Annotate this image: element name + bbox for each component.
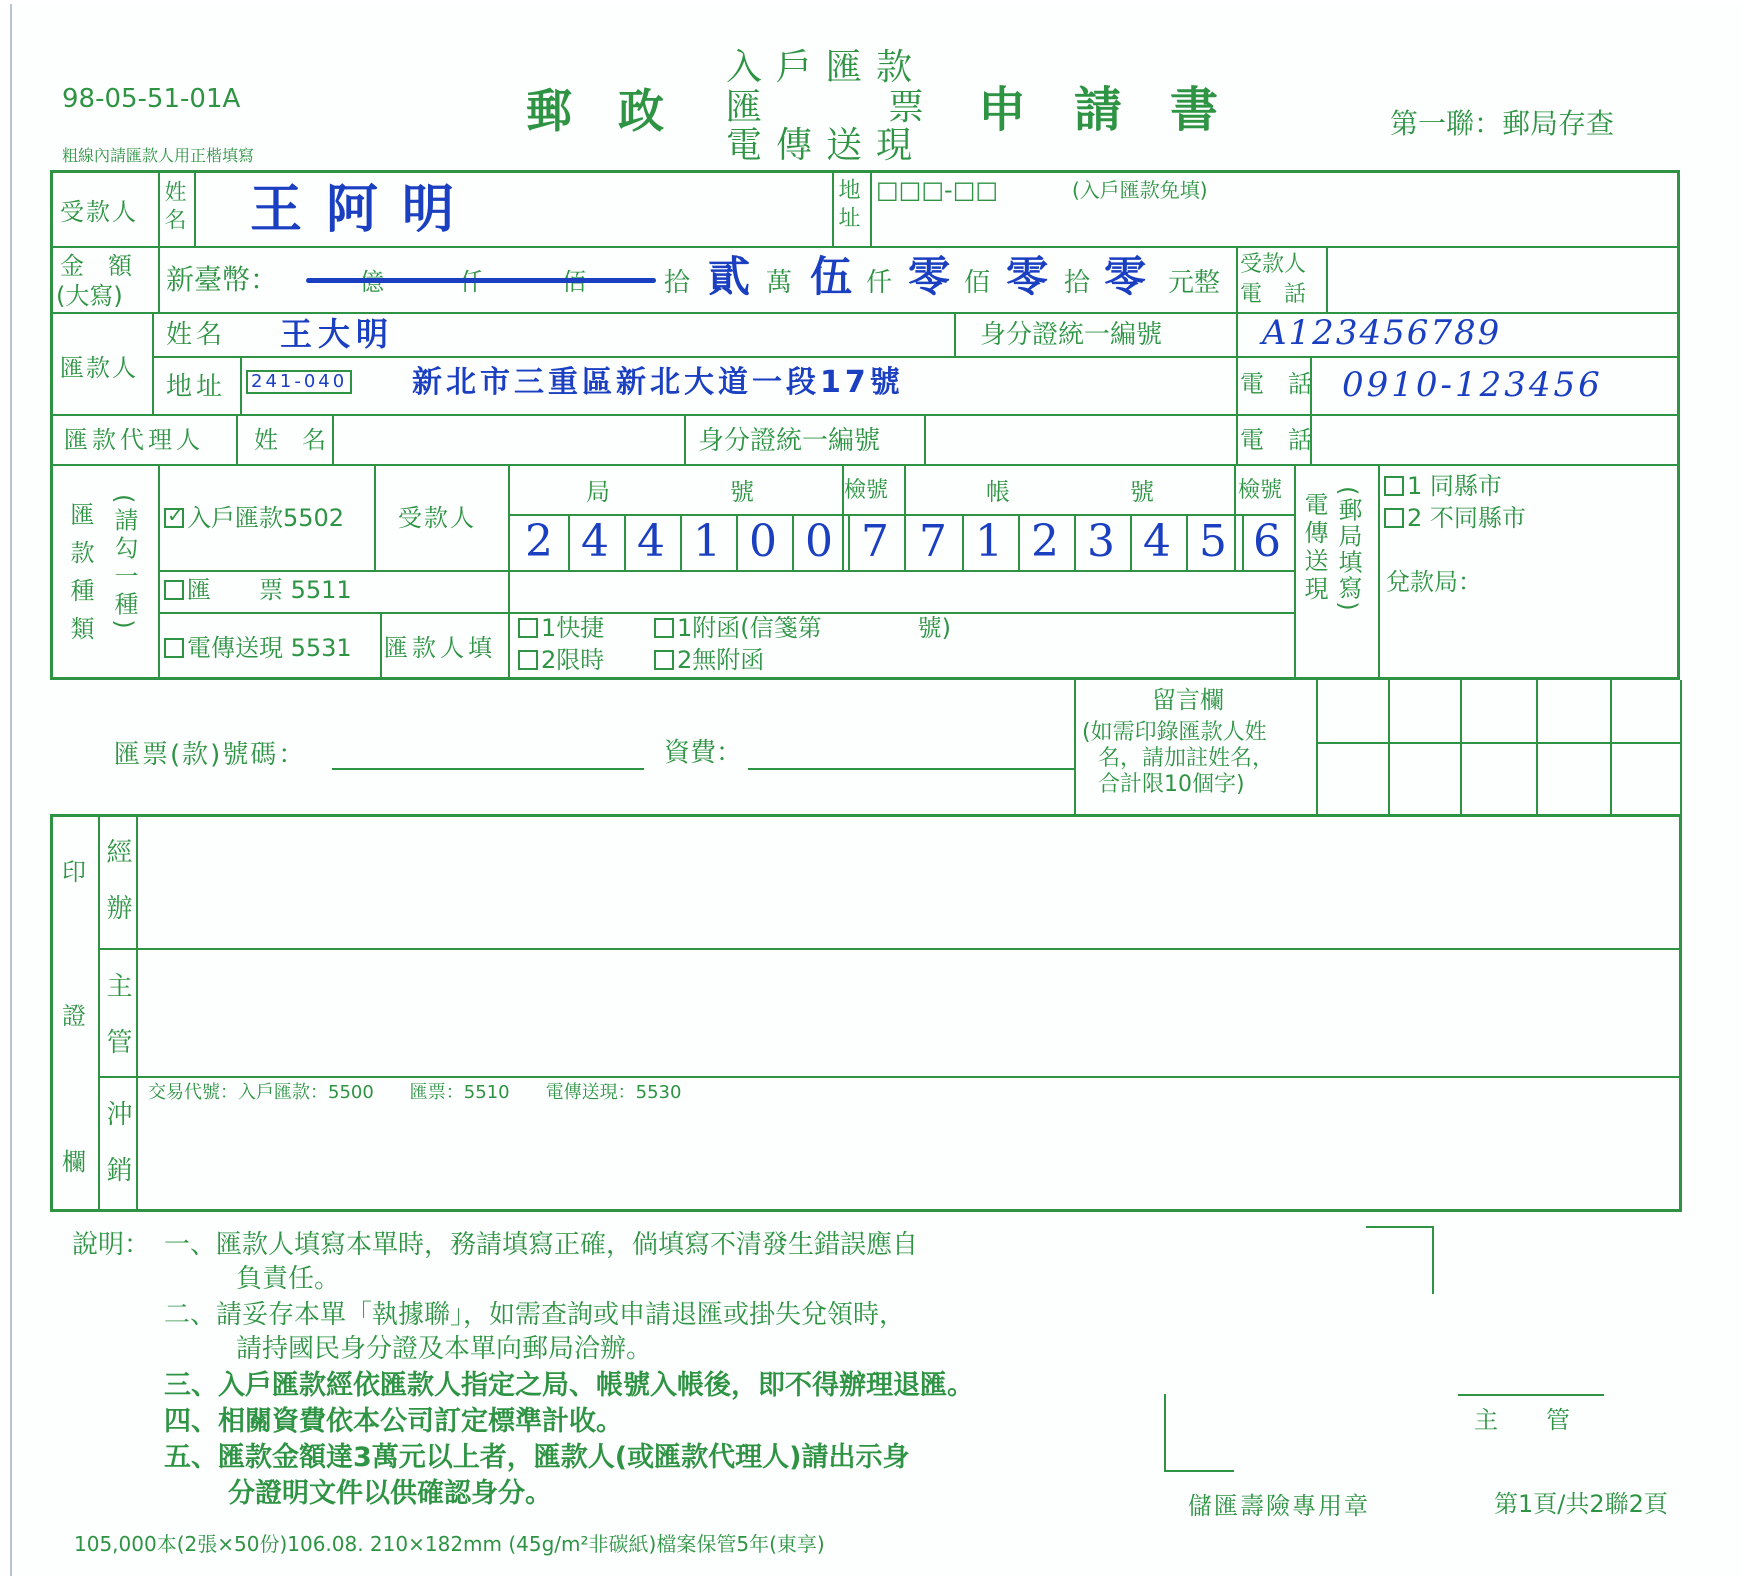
supervisor-sign-line[interactable] — [1458, 1394, 1604, 1396]
agent-label: 匯款代理人 — [64, 426, 204, 454]
remit-type-hint: (請勾一種) — [110, 494, 138, 633]
note-5a: 五、匯款金額達3萬元以上者，匯款人(或匯款代理人)請出示身 — [164, 1442, 910, 1473]
unit-qian: 仟 — [866, 268, 893, 298]
amount-qian-value[interactable]: 伍 — [810, 252, 853, 301]
page-info: 第1頁/共2聯2頁 — [1494, 1490, 1668, 1518]
option-no-letter[interactable]: 2無附函 — [654, 648, 764, 672]
option-cash[interactable]: 電傳送現 5531 — [164, 636, 352, 660]
checkbox[interactable] — [654, 650, 674, 670]
supervisor-label: 主管 — [102, 972, 132, 1084]
check-digit-label-2: 檢號 — [1238, 478, 1283, 503]
account-digit[interactable]: 2 — [525, 516, 553, 567]
account-digit[interactable]: 0 — [749, 516, 777, 567]
option-draft[interactable]: 匯 票 5511 — [164, 578, 352, 602]
unit-shi-wan: 拾 — [664, 268, 691, 298]
account-digit[interactable]: 2 — [1031, 516, 1059, 567]
payee-phone-label-2: 電 話 — [1240, 282, 1307, 307]
account-digit[interactable]: 4 — [637, 516, 665, 567]
remitter-phone-label: 電 話 — [1240, 370, 1312, 398]
title-left: 郵 政 — [526, 84, 664, 138]
amount-shi-value[interactable]: 零 — [1006, 252, 1049, 301]
remitter-phone-value[interactable]: 0910-123456 — [1342, 365, 1603, 405]
checkbox[interactable] — [1384, 476, 1404, 496]
seal-box — [50, 814, 1682, 1212]
fee-line[interactable] — [748, 768, 1074, 770]
unit-wan: 萬 — [766, 268, 793, 298]
account-digit[interactable]: 3 — [1087, 516, 1115, 567]
note-2b: 請持國民身分證及本單向郵局洽辦。 — [236, 1334, 653, 1364]
payee-name-label: 姓名 — [161, 180, 186, 236]
payee-address-note: (入戶匯款免填) — [1072, 178, 1208, 202]
remitter-id-value[interactable]: A123456789 — [1262, 313, 1502, 353]
title-stack-1: 入戶匯款 — [726, 47, 927, 88]
option-with-letter[interactable]: 1附函(信箋第 號) — [654, 616, 951, 640]
cash-label: 電傳送現 — [1300, 492, 1328, 604]
payee-address-label: 地址 — [835, 178, 860, 234]
title-stack-2b: 票 — [888, 87, 925, 128]
option-same-county[interactable]: 1 同縣市 — [1384, 474, 1502, 498]
copy-label: 第一聯：郵局存查 — [1390, 107, 1615, 140]
reversal-label: 沖銷 — [102, 1100, 132, 1212]
remitter-name-label: 姓名 — [166, 320, 227, 350]
remitter-postal-code[interactable]: 241-040 — [246, 370, 352, 394]
print-info: 105,000本(2張×50份)106.08. 210×182mm (45g/m²非碳紙)檔案保管5年(東享) — [74, 1532, 825, 1556]
message-note-1: (如需印錄匯款人姓 — [1082, 720, 1267, 745]
payee-postal-boxes[interactable]: □□□-□□ — [876, 176, 999, 204]
unit-yuan: 元整 — [1168, 268, 1221, 298]
account-number-label: 帳 號 — [986, 478, 1154, 506]
account-digit[interactable]: 1 — [693, 516, 721, 567]
handler-label: 經辦 — [102, 838, 132, 950]
agent-id-label: 身分證統一編號 — [698, 426, 881, 456]
seal-label-2: 證 — [62, 1002, 86, 1030]
form-code: 98-05-51-01A — [62, 84, 241, 114]
draft-number-line[interactable] — [332, 768, 644, 770]
amount-wan-value[interactable]: 貳 — [708, 252, 751, 301]
account-digit[interactable]: 6 — [1253, 516, 1281, 567]
remitter-fill-label: 匯款人填 — [384, 634, 496, 662]
agent-name-label: 姓 名 — [254, 426, 326, 454]
message-note-2: 名，請加註姓名， — [1098, 746, 1275, 771]
note-5b: 分證明文件以供確認身分。 — [228, 1478, 552, 1509]
note-4: 四、相關資費依本公司訂定標準計收。 — [164, 1406, 623, 1437]
transaction-codes: 交易代號：入戶匯款：5500 匯票：5510 電傳送現：5530 — [148, 1082, 682, 1103]
amount-label-1: 金 額 — [60, 252, 132, 280]
checkbox[interactable] — [164, 638, 184, 658]
fill-instruction: 粗線內請匯款人用正楷填寫 — [62, 146, 255, 165]
strike-line — [306, 278, 656, 283]
notes-title: 說明： — [72, 1230, 151, 1260]
draft-number-label: 匯票(款)號碼： — [114, 740, 307, 770]
checkbox[interactable] — [164, 580, 184, 600]
office-number-label: 局 號 — [586, 478, 754, 506]
account-digit[interactable]: 4 — [1143, 516, 1171, 567]
checkbox[interactable] — [654, 618, 674, 638]
seal-label-3: 欄 — [62, 1148, 86, 1176]
account-digit[interactable]: 7 — [919, 516, 947, 567]
footer-supervisor-label: 主 管 — [1474, 1406, 1570, 1434]
title-right: 申 請 書 — [978, 82, 1219, 138]
option-deposit[interactable]: ✓ 入戶匯款5502 — [164, 506, 344, 530]
account-digit[interactable]: 1 — [975, 516, 1003, 567]
checkbox[interactable] — [518, 650, 538, 670]
remitter-address-label: 地址 — [166, 372, 227, 402]
note-3: 三、入戶匯款經依匯款人指定之局、帳號入帳後，即不得辦理退匯。 — [164, 1370, 974, 1401]
unit-shi: 拾 — [1064, 268, 1091, 298]
checkbox-checked[interactable] — [164, 508, 184, 528]
payee-label: 受款人 — [60, 198, 138, 226]
amount-bai-value[interactable]: 零 — [908, 252, 951, 301]
message-label: 留言欄 — [1152, 686, 1224, 714]
agent-phone-label: 電 話 — [1240, 426, 1312, 454]
account-payee-label: 受款人 — [398, 504, 476, 532]
account-digit[interactable]: 5 — [1199, 516, 1227, 567]
seal-label-1: 印 — [62, 858, 86, 886]
option-limited[interactable]: 2限時 — [518, 648, 604, 672]
remitter-id-label: 身分證統一編號 — [980, 320, 1163, 350]
option-express[interactable]: 1快捷 — [518, 616, 604, 640]
note-1b: 負責任。 — [236, 1264, 341, 1294]
option-diff-county[interactable]: 2 不同縣市 — [1384, 506, 1526, 530]
payee-phone-label-1: 受款人 — [1240, 252, 1307, 277]
remitter-label: 匯款人 — [60, 354, 138, 382]
account-digit[interactable]: 7 — [861, 516, 889, 567]
note-1a: 一、匯款人填寫本單時，務請填寫正確，倘填寫不清發生錯誤應自 — [164, 1230, 919, 1260]
post-fill-label: (郵局填寫) — [1334, 486, 1362, 613]
message-note-3: 合計限10個字) — [1098, 772, 1245, 797]
amount-yuan-value[interactable]: 零 — [1104, 252, 1147, 301]
account-digit[interactable]: 4 — [581, 516, 609, 567]
remitter-address-value[interactable]: 新北市三重區新北大道一段17號 — [412, 365, 904, 400]
redeem-office-label: 兌款局： — [1386, 568, 1482, 596]
unit-bai: 佰 — [964, 268, 991, 298]
fee-label: 資費： — [664, 738, 743, 768]
check-digit-label-1: 檢號 — [844, 478, 889, 503]
currency-label: 新臺幣： — [166, 263, 279, 296]
remit-type-label: 匯款種類 — [66, 502, 94, 654]
amount-label-2: (大寫) — [56, 282, 123, 310]
checkbox[interactable] — [1384, 508, 1404, 528]
title-stack-2a: 匯 — [726, 87, 763, 128]
stamp-label: 儲匯壽險專用章 — [1188, 1492, 1370, 1520]
payee-name-value[interactable]: 王阿明 — [250, 179, 479, 240]
remitter-name-value[interactable]: 王大明 — [280, 315, 395, 353]
note-2a: 二、請妥存本單「執據聯」，如需查詢或申請退匯或掛失兌領時， — [164, 1300, 906, 1330]
account-digit[interactable]: 0 — [805, 516, 833, 567]
title-stack-3: 電傳送現 — [726, 125, 927, 166]
checkbox[interactable] — [518, 618, 538, 638]
